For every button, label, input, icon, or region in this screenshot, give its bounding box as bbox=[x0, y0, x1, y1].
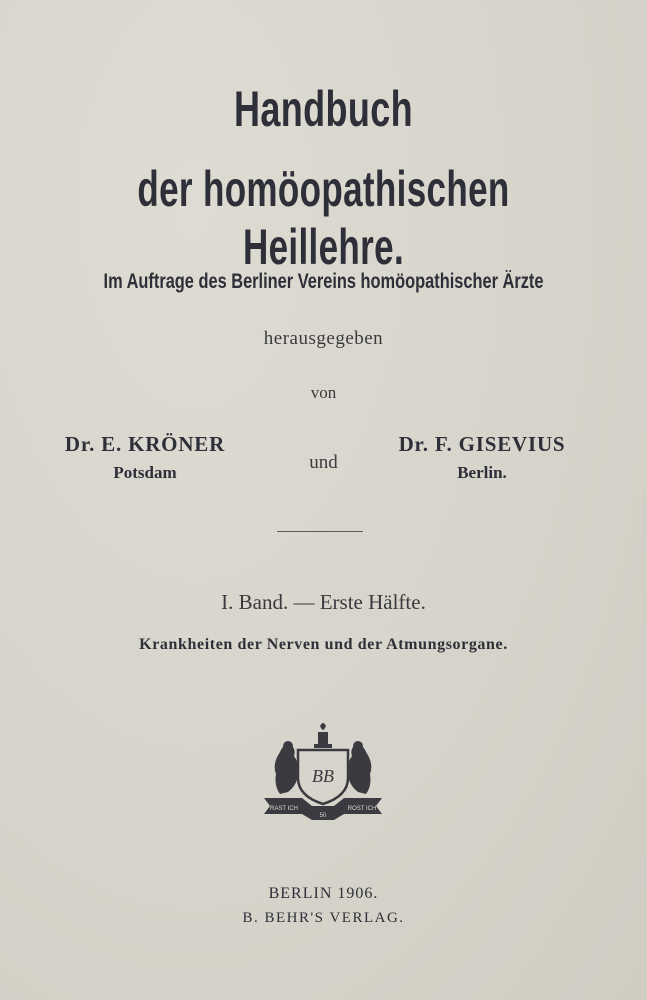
crest-motto-left: RAST ICH bbox=[270, 806, 298, 812]
imprint-publisher: B. BEHR'S VERLAG. bbox=[242, 910, 405, 926]
crest-banner-year: 50 bbox=[319, 813, 327, 819]
book-title-line-2: der homöopathischen Heillehre. bbox=[137, 161, 510, 275]
imprint-city-year: BERLIN 1906. bbox=[268, 885, 379, 902]
author-gisevius bbox=[372, 432, 592, 483]
book-title-line-1: Handbuch bbox=[234, 81, 413, 137]
crest-monogram: BB bbox=[312, 766, 334, 786]
author-name: Dr. E. KRÖNER bbox=[64, 432, 226, 456]
conjunction: und bbox=[309, 452, 338, 473]
publisher-crest-icon bbox=[258, 720, 388, 822]
author-place: Potsdam bbox=[113, 463, 177, 482]
author-name: Dr. F. GISEVIUS bbox=[398, 432, 566, 456]
volume-label: I. Band. — Erste Hälfte. bbox=[221, 590, 426, 614]
volume-topic: Krankheiten der Nerven und der Atmungsorgane. bbox=[139, 636, 508, 653]
edited-label: herausgegeben bbox=[263, 328, 384, 349]
divider-rule bbox=[277, 531, 363, 532]
crest-motto-right: ROST ICH bbox=[347, 806, 377, 812]
commission-line: Im Auftrage des Berliner Vereins homöopathischer Ärzte bbox=[103, 270, 544, 293]
author-place: Berlin. bbox=[457, 463, 507, 482]
by-label: von bbox=[310, 383, 337, 402]
